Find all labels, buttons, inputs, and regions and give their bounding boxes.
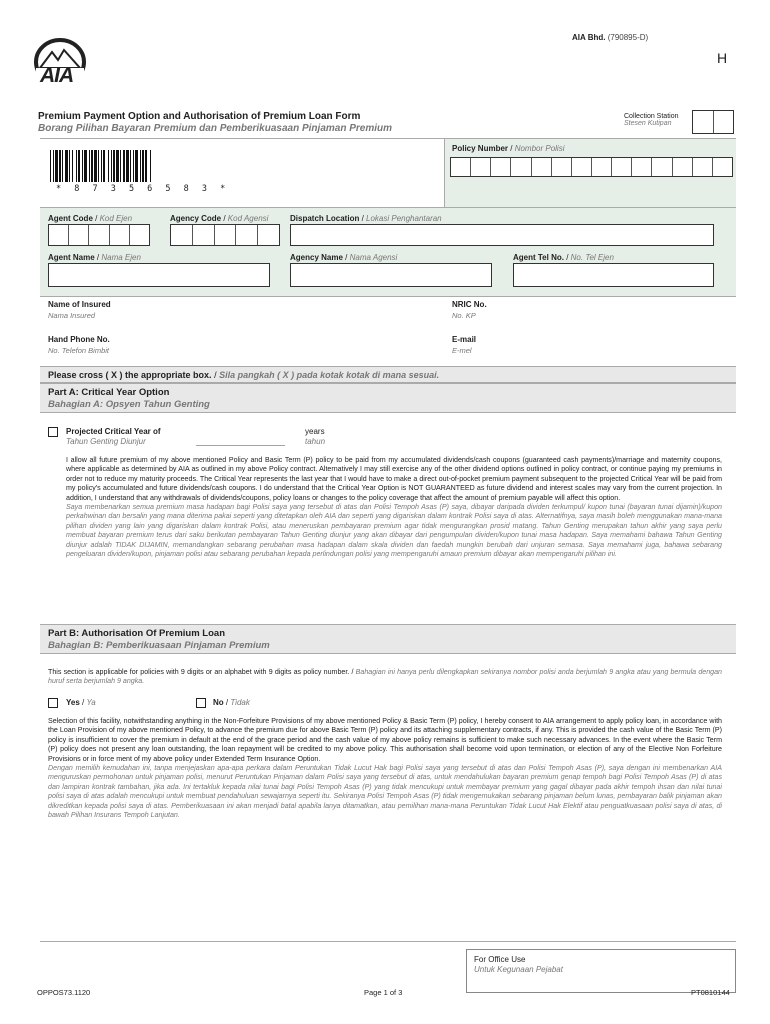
footer-doc-code: PT0810144 [691, 988, 730, 997]
no-checkbox[interactable] [196, 698, 206, 708]
no-en: No [213, 698, 224, 707]
company-name: AIA Bhd. [572, 33, 606, 42]
agent-code-my: Kod Ejen [99, 214, 133, 223]
agency-name-en: Agency Name [290, 253, 343, 262]
office-use-box[interactable] [466, 949, 736, 993]
dispatch-location-label: Dispatch Location / Lokasi Penghantaran [290, 214, 442, 223]
dispatch-location-en: Dispatch Location [290, 214, 360, 223]
agent-tel-my: No. Tel Ejen [570, 253, 614, 262]
agent-code-en: Agent Code [48, 214, 93, 223]
agency-code-en: Agency Code [170, 214, 222, 223]
critical-year-en: Projected Critical Year of [66, 427, 161, 436]
agency-name-label: Agency Name / Nama Agensi [290, 253, 398, 262]
logo-text: AIA [40, 64, 74, 87]
form-bottom-rule [40, 941, 736, 942]
agent-name-input[interactable] [48, 263, 270, 287]
office-use-my: Untuk Kegunaan Pejabat [474, 965, 563, 974]
company-line [572, 33, 648, 42]
nric-label [452, 300, 487, 309]
part-a-title-my: Bahagian A: Opsyen Tahun Genting [48, 399, 210, 410]
collection-station-label [624, 113, 678, 127]
office-use-en: For Office Use [474, 955, 526, 964]
critical-year-input[interactable]: ____________________ [196, 437, 285, 446]
phone-label [48, 335, 110, 344]
collection-station-input[interactable] [692, 110, 734, 134]
policy-number-label-en: Policy Number [452, 144, 509, 153]
part-a-title-en: Part A: Critical Year Option [48, 387, 170, 398]
part-a-para-my: Saya membenarkan semua premium masa hadapan bagi Polisi saya yang tersebut di atas dan Polisi Tempoh Asas (P) saya, dibayar daripada dividen terkumpul/ kupon tunai (bayaran tunai dijamin)/kupon perkahwinan dan bersalin yang mana diterima pakai seperti yang ditetapkan oleh AIA dan seperti yang digariskan dalam kontrak Polisi saya di atas. Alternatifnya, saya masih boleh menggunakan mana-mana pilihan dividen yang lain yang digariskan dalam kontrak Polisi, atau meneruskan pembayaran premium agar tidak mengurangkan prosid matang. Tahun Genting merupakan tahun akhir yang saya perlu membuat bayaran premium terus dari saku berikutan pembayaran Tahun Genting diunjur yang akan dibayar dari pengumpulan dividen/kupon tunai masa hadapan. Saya memahami bahawa Tahun Genting diunjur adalah TIDAK DIJAMIN, memandangkan sebarang perubahan masa hadapan dalam skala dividen dan faedah mungkin berubah dari unjuran semasa. Saya memahami juga, bahawa sebarang pengeluaran dividen/kupon, pinjaman polisi atau sebarang perubahan kepada perlindungan polisi yang mempengaruhi amaun premium dibayar akan mempengaruhi pilihan ini. [66, 503, 722, 559]
collection-station-my: Stesen Kutipan [624, 120, 672, 127]
yes-label: Yes / Ya [66, 698, 96, 707]
agent-tel-label: Agent Tel No. / No. Tel Ejen [513, 253, 614, 262]
no-my: Tidak [230, 698, 250, 707]
nric-my: No. KP [452, 311, 476, 320]
part-b-applicable: This section is applicable for policies with 9 digits or an alphabet with 9 digits as policy number. / Bahagian ini hanya perlu dilengkapkan sekiranya nombor polisi anda berjumlah 9 angka atau yang bermula dengan huruf serta berjumlah 9 angka. [48, 668, 722, 686]
agency-name-my: Nama Agensi [349, 253, 398, 262]
part-b-applicable-en: This section is applicable for policies with 9 digits or an alphabet with 9 digits as policy number. [48, 668, 350, 676]
critical-year-label [66, 427, 161, 446]
agent-tel-input[interactable] [513, 263, 714, 287]
part-b-applicable-my: Bahagian ini hanya perlu dilengkapkan sekiranya nombor polisi anda berjumlah 9 angka atau yang bermula dengan huruf serta berjumlah 9 angka. [48, 668, 722, 686]
email-label [452, 335, 476, 344]
form-title-my: Borang Pilihan Bayaran Premium dan Pemberikuasaan Pinjaman Premium [38, 123, 393, 134]
instruction-en: Please cross ( X ) the appropriate box. [48, 370, 212, 380]
part-b-title-en: Part B: Authorisation Of Premium Loan [48, 628, 225, 639]
yes-en: Yes [66, 698, 80, 707]
part-b-paragraph [48, 717, 722, 820]
aia-logo [34, 38, 88, 90]
years-my: tahun [305, 437, 326, 446]
insured-section [40, 296, 736, 366]
footer-page-number: Page 1 of 3 [364, 988, 403, 997]
instruction-my: Sila pangkah ( X ) pada kotak kotak di mana sesuai. [219, 370, 440, 380]
agency-code-my: Kod Agensi [227, 214, 269, 223]
barcode-icon [50, 150, 240, 182]
dispatch-location-my: Lokasi Penghantaran [366, 214, 442, 223]
phone-en: Hand Phone No. [48, 335, 110, 344]
company-reg: (790895-D) [607, 33, 649, 42]
agency-code-label: Agency Code / Kod Agensi [170, 214, 269, 223]
agency-code-input[interactable] [170, 224, 280, 246]
part-b-title-my: Bahagian B: Pemberikuasaan Pinjaman Premium [48, 640, 270, 651]
part-a-para-en: I allow all future premium of my above mentioned Policy and Basic Term (P) policy to be paid from my accumulated dividends/cash coupons (guaranteed cash payments)/marriage and maternity coupons, where applicable as determined by AIA as outlined in my above Policy contract. Alternatively I may still exercise any of the other dividend options outlined in policy contract, or continue paying my premiums in order not to reduce my maturity proceeds. The Critical Year represents the last year that I would have to make a direct out-of-pocket premium payment subsequent to the projected Critical Year will be paid from my policy's accumulated and future dividends/cash coupons. I do understand that the Critical Year Option is NOT GUARANTEED as future dividend and interest scales may vary from the current projection. In addition, I understand that any withdrawals of dividends/coupons, policy loans or changes to the policy coverage that affect the amount of premium payable will affect this option. [66, 456, 722, 502]
agent-name-en: Agent Name [48, 253, 95, 262]
agent-name-label: Agent Name / Nama Ejen [48, 253, 141, 262]
agent-tel-en: Agent Tel No. [513, 253, 564, 262]
policy-number-label: Policy Number / Nombor Polisi [452, 144, 565, 153]
policy-number-input[interactable] [450, 157, 733, 177]
insured-name-label [48, 300, 111, 309]
email-en: E-mail [452, 335, 477, 344]
critical-year-my: Tahun Genting Diunjur [66, 437, 146, 446]
agent-name-my: Nama Ejen [101, 253, 141, 262]
email-my: E-mel [452, 346, 472, 355]
footer-form-code: OPPOS73.1120 [37, 988, 91, 997]
policy-number-label-my: Nombor Polisi [514, 144, 565, 153]
agent-code-label: Agent Code / Kod Ejen [48, 214, 133, 223]
nric-en: NRIC No. [452, 300, 487, 309]
insured-name-my: Nama Insured [48, 311, 96, 320]
part-b-para-en: Selection of this facility, notwithstanding anything in the Non-Forfeiture Provisions of my above mentioned Policy & Basic Term (P) policy, I hereby consent to AIA arrangement to apply policy loan, in accordance with the Loan Provision of my above mentioned Policy, to advance the premium due for above Basic Term (P) policy and its attaching supplementary contracts, if any. This is provided the cash value of the Basic Term (P) policy is insufficient to cover the premium in default at the end of the grace period and the cash value of my above policy remains is sufficient to make such necessary advances. In the event where the Basic Term (P) policy does not present any loan outstanding, the loan repayment will be credited to my above policy. This authorisation shall become void upon termination, or election of any of the Elective Non Forfeiture Provisions or in force ment of my above policy under Extended Term Insurance Option. [48, 717, 722, 763]
part-b-para-my: Dengan memilih kemudahan ini, tanpa menjejaskan apa-apa perkara dalam Peruntukan Tidak Lucut Hak bagi Polisi saya yang tersebut di atas dan Polisi Tempoh Asas (P), saya dengan ini membenarkan AIA menguruskan permohonan untuk pinjaman polisi, menurut Peruntukan Pinjaman dalam Polisi saya yang tersebut di atas, untuk mendahulukan bayaran premium genap tempoh bagi Polisi Tempoh Asas (P) di atas dan lampiran kontrak tambahan, jika ada. Ini tertakluk kepada nilai tunai bagi Polisi Tempoh Asas (P) yang tidak mencukupi untuk membayar premium yang gagal dibayar pada akhir tempoh ihsan dan nilai tunai polisi saya di atas adalah mencukupi untuk membuat pendahuluan sewajarnya seperti itu. Sekiranya Polisi Tempoh Asas (P) tidak mengemukakan sebarang pinjaman belum lunas, pembayaran balik pinjaman akan dikreditkan kepada polisi saya di atas. Pemberikuasaan ini akan menjadi batal apabila lanya ditamatkan, atau pemilihan mana-mana Peruntukan Tidak Lucut Hak Elektif atau penguatkuasaan polisi saya di atas, di bawah Pilihan Insurans Tempoh Lanjutan. [48, 764, 722, 820]
collection-station-en: Collection Station [624, 113, 679, 120]
part-a-header [40, 383, 736, 413]
years-en: years [305, 427, 325, 436]
agent-code-input[interactable] [48, 224, 150, 246]
part-a-paragraph [66, 456, 722, 559]
phone-my: No. Telefon Bimbit [48, 346, 110, 355]
part-b-header [40, 624, 736, 654]
form-title-en: Premium Payment Option and Authorisation of Premium Loan Form [38, 111, 361, 122]
no-label: No / Tidak [213, 698, 250, 707]
critical-year-checkbox[interactable] [48, 427, 58, 437]
instruction-text: Please cross ( X ) the appropriate box. / Sila pangkah ( X ) pada kotak kotak di mana sesuai. [48, 370, 440, 380]
instruction-band [40, 366, 736, 383]
form-letter: H [717, 50, 728, 66]
dispatch-location-input[interactable] [290, 224, 714, 246]
years-label [305, 427, 325, 446]
agency-name-input[interactable] [290, 263, 492, 287]
yes-my: Ya [86, 698, 96, 707]
yes-checkbox[interactable] [48, 698, 58, 708]
barcode-number: * 8 7 3 5 6 5 8 3 * [56, 184, 230, 194]
insured-name-en: Name of Insured [48, 300, 111, 309]
